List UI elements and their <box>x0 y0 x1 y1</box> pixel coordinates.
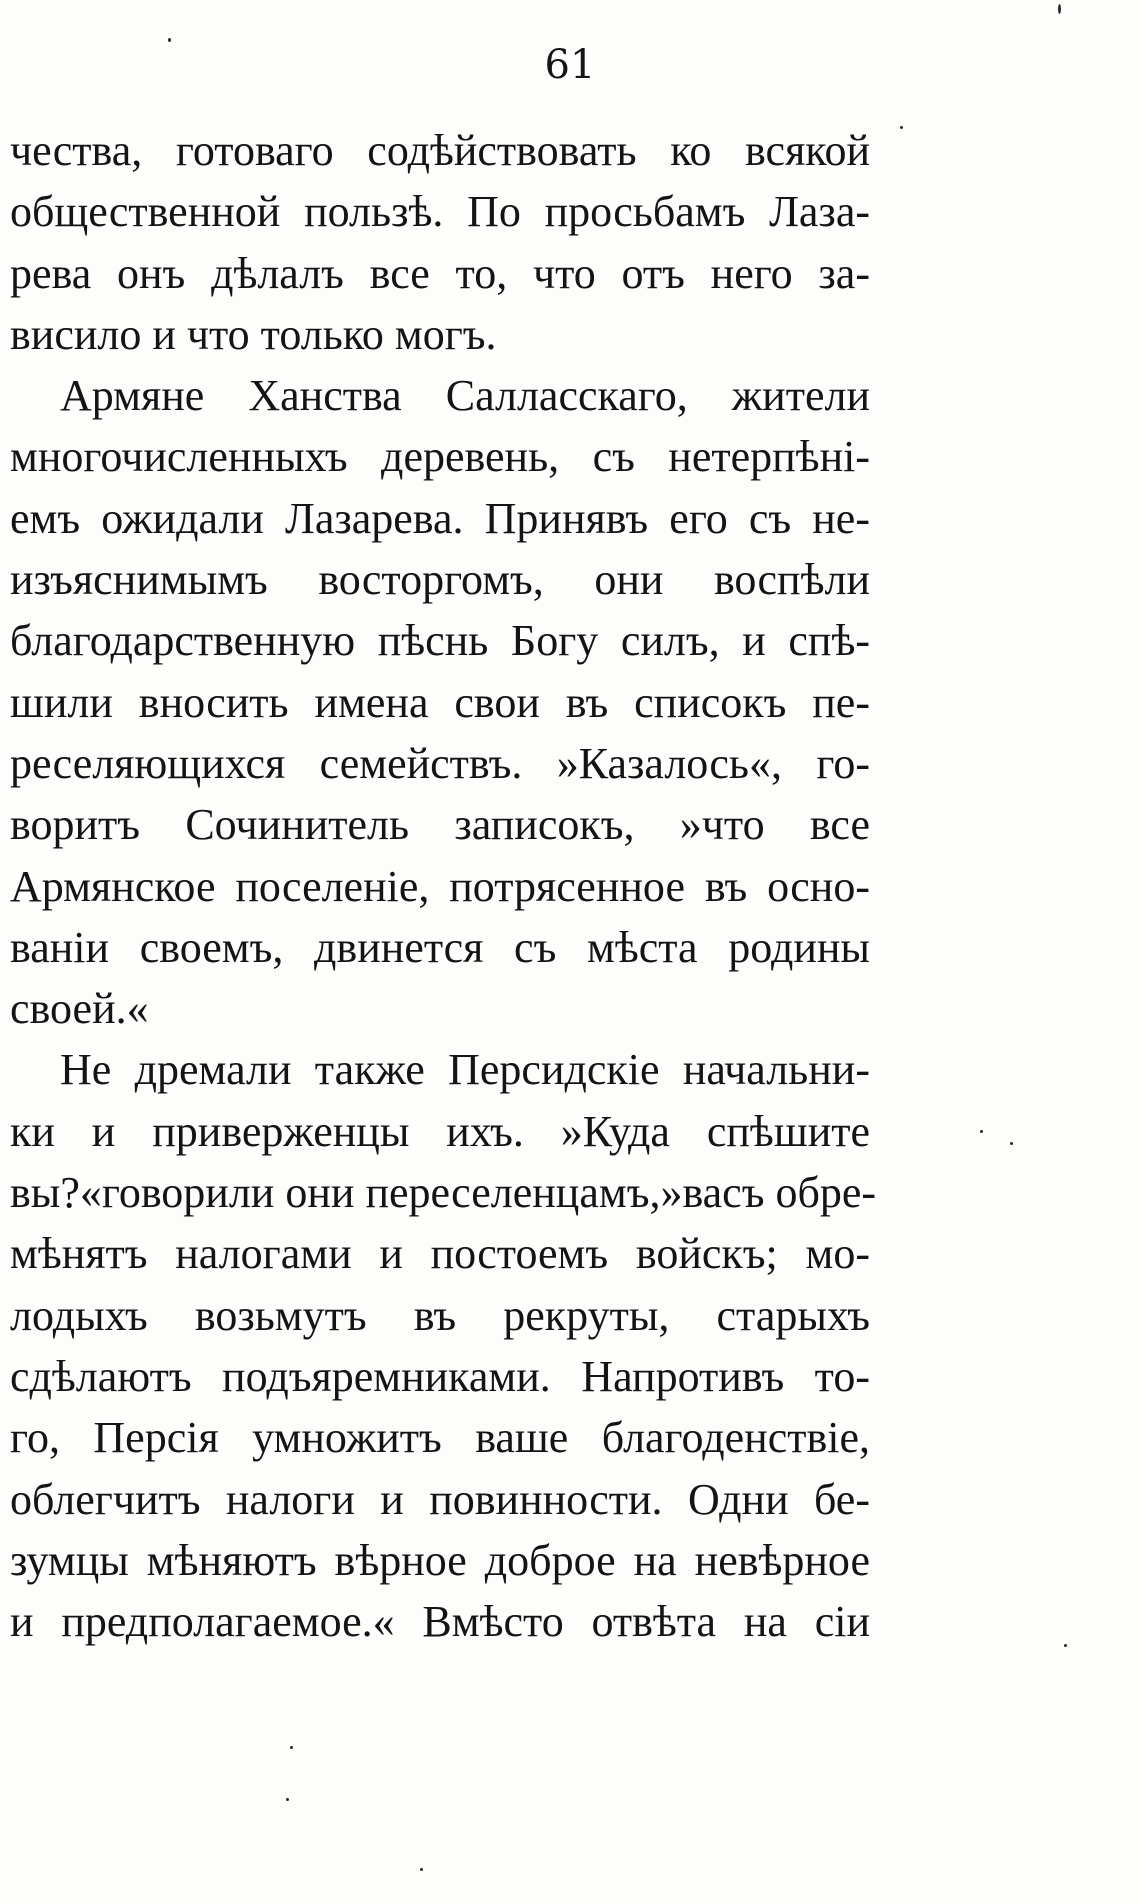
scan-speck <box>1058 4 1061 14</box>
text-line: висило и что только могъ. <box>10 309 497 359</box>
text-line: го, Персія умножитъ ваше благоденствіе, <box>10 1413 870 1463</box>
scan-speck <box>1010 1142 1013 1145</box>
text-line: лодыхъ возьмутъ въ рекруты, старыхъ <box>10 1290 870 1340</box>
text-line: ки и приверженцы ихъ. »Куда спѣшите <box>10 1106 870 1156</box>
text-line: Не дремали также Персидскіе начальни- <box>60 1045 870 1095</box>
scan-speck <box>286 1798 289 1801</box>
scan-speck <box>420 1868 423 1871</box>
text-line: Армянское поселеніе, потрясенное въ осно- <box>10 861 870 911</box>
scan-speck <box>1064 1644 1067 1647</box>
text-line: сдѣлаютъ подъяремниками. Напротивъ то- <box>10 1351 870 1401</box>
text-line: воритъ Сочинитель записокъ, »что все <box>10 800 870 850</box>
text-line: рева онъ дѣлалъ все то, что отъ него за- <box>10 248 870 298</box>
text-line: чества, готоваго содѣйствовать ко всякой <box>10 126 870 175</box>
text-line: вы?«говорили они переселенцамъ,»васъ обре- <box>10 1168 877 1218</box>
body-text <box>10 120 877 1652</box>
text-line: Армяне Ханства Саллаcскаго, жители <box>60 371 870 421</box>
text-line: облегчитъ налоги и повинности. Одни бе- <box>10 1474 870 1524</box>
text-line: шили вносить имена свои въ списокъ пе- <box>10 677 870 727</box>
text-line: зумцы мѣняютъ вѣрное доброе на невѣрное <box>10 1535 870 1585</box>
text-line: своей.« <box>10 984 149 1034</box>
scan-speck <box>168 38 171 42</box>
text-line: реселяющихся семействъ. »Казалось«, го- <box>10 738 870 788</box>
scan-speck <box>980 1130 983 1133</box>
page-number: 61 <box>544 42 596 88</box>
text-line: и предполагаемое.« Вмѣсто отвѣта на сіи <box>10 1597 870 1647</box>
text-line: многочисленныхъ деревень, съ нетерпѣні- <box>10 432 870 482</box>
text-line: ваніи своемъ, двинется съ мѣста родины <box>10 922 870 972</box>
text-line: емъ ожидали Лазарева. Принявъ его съ не- <box>10 493 870 543</box>
text-line: мѣнятъ налогами и постоемъ войскъ; мо- <box>10 1229 870 1279</box>
scan-speck <box>290 1746 293 1749</box>
text-line: благодарственную пѣснь Богу силъ, и спѣ- <box>10 616 870 666</box>
text-line: изъяснимымъ восторгомъ, они воспѣли <box>10 555 870 605</box>
text-line: общественной пользѣ. По просьбамъ Лаза- <box>10 187 870 237</box>
scan-speck <box>900 126 903 129</box>
